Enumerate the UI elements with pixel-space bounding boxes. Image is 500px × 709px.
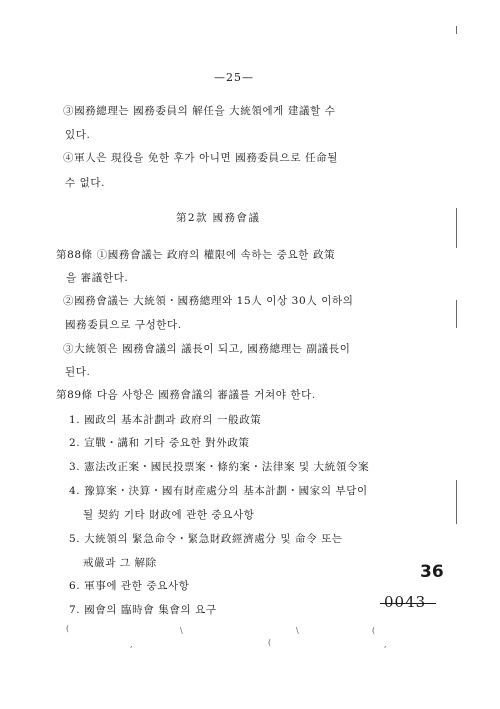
strikethrough-line <box>380 603 436 604</box>
clause-line: ③大統領은 國務會議의 議長이 되고, 國務總理는 副議長이 <box>63 343 351 355</box>
page-number: —25— <box>214 71 254 84</box>
clause-line: 國務委員으로 구성한다. <box>65 319 182 331</box>
scan-fragment: ( <box>66 624 70 633</box>
archive-stamp-number: 36 <box>420 562 444 582</box>
list-item-continuation: 될 契約 기타 財政에 관한 중요사항 <box>83 509 255 521</box>
scan-fragment: \ <box>296 626 299 635</box>
scan-edge-mark <box>456 300 457 328</box>
list-item: 6. 軍事에 관한 중요사항 <box>69 580 190 592</box>
scan-fragment: , <box>130 640 133 649</box>
section-heading: 第2款 國務會議 <box>176 212 261 224</box>
scan-fragment: \ <box>180 626 183 635</box>
list-item: 3. 憲法改正案・國民投票案・條約案・法律案 및 大統領令案 <box>69 461 370 473</box>
list-item: 1. 國政의 基本計劃과 政府의 一般政策 <box>69 414 262 426</box>
clause-line: 있다. <box>65 129 91 141</box>
scan-edge-mark <box>456 480 457 524</box>
article-89-heading: 第89條 다음 사항은 國務會議의 審議를 거쳐야 한다. <box>56 389 316 401</box>
clause-line: ③國務總理는 國務委員의 解任을 大統領에게 建議할 수 <box>63 105 336 117</box>
scan-fragment: ( <box>268 638 272 647</box>
clause-line: ④軍人은 現役을 免한 후가 아니면 國務委員으로 任命될 <box>63 152 338 164</box>
list-item: 7. 國會의 臨時會 集會의 요구 <box>69 604 217 616</box>
archive-stamp-code: 0043 <box>384 593 427 611</box>
list-item: 5. 大統領의 緊急命令・緊急財政經濟處分 및 命令 또는 <box>69 533 343 545</box>
list-item: 2. 宣戰・講和 기타 중요한 對外政策 <box>69 437 250 449</box>
scan-fragment: , <box>384 640 387 649</box>
list-item-continuation: 戒嚴과 그 解除 <box>83 557 157 569</box>
clause-line: ②國務會議는 大統領・國務總理와 15人 이상 30人 이하의 <box>63 295 354 307</box>
scan-edge-mark <box>456 26 457 34</box>
clause-line: 된다. <box>65 366 91 378</box>
scan-fragment: ( <box>372 626 376 635</box>
scan-edge-mark <box>456 208 457 248</box>
article-88-heading: 第88條 ①國務會議는 政府의 權限에 속하는 중요한 政策 <box>56 249 336 261</box>
clause-line: 을 審議한다. <box>66 272 129 284</box>
clause-line: 수 없다. <box>65 177 106 189</box>
list-item: 4. 豫算案・決算・國有財産處分의 基本計劃・國家의 부담이 <box>69 485 368 497</box>
